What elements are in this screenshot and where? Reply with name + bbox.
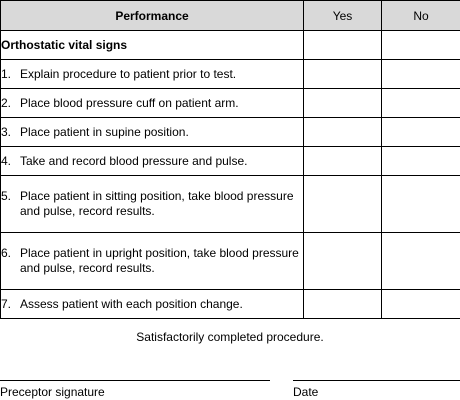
preceptor-signature-label: Preceptor signature — [0, 385, 105, 399]
preceptor-signature-line[interactable] — [0, 380, 270, 381]
step-number: 4. — [1, 153, 12, 168]
no-checkbox-cell[interactable] — [382, 147, 460, 176]
step-cell — [1, 176, 304, 233]
yes-checkbox-cell[interactable] — [304, 118, 382, 147]
no-checkbox-cell[interactable] — [382, 118, 460, 147]
yes-checkbox-cell[interactable] — [304, 176, 382, 233]
performance-column-header: Performance — [1, 1, 304, 31]
yes-column-header: Yes — [304, 1, 382, 31]
section-title: Orthostatic vital signs — [1, 31, 304, 60]
completion-statement: Satisfactorily completed procedure. — [136, 330, 324, 344]
yes-checkbox-cell[interactable] — [304, 89, 382, 118]
yes-checkbox-cell[interactable] — [304, 290, 382, 319]
table-row — [1, 290, 460, 319]
date-label: Date — [293, 385, 319, 399]
step-text: Place blood pressure cuff on patient arm. — [20, 95, 239, 110]
step-cell — [1, 233, 304, 290]
step-text: Assess patient with each position change. — [20, 296, 243, 311]
yes-checkbox-cell[interactable] — [304, 60, 382, 89]
step-number: 5. — [1, 189, 12, 203]
table-row — [1, 89, 460, 118]
no-checkbox-cell[interactable] — [382, 233, 460, 290]
step-cell — [1, 60, 304, 89]
table-row — [1, 60, 460, 89]
step-cell — [1, 147, 304, 176]
step-cell — [1, 89, 304, 118]
section-no-cell — [382, 31, 460, 60]
step-number: 3. — [1, 124, 12, 139]
table-row — [1, 118, 460, 147]
step-text: Explain procedure to patient prior to test. — [20, 66, 237, 81]
no-checkbox-cell[interactable] — [382, 290, 460, 319]
no-checkbox-cell[interactable] — [382, 89, 460, 118]
date-line[interactable] — [293, 380, 460, 381]
step-number: 2. — [1, 95, 12, 110]
step-text: Place patient in sitting position, take blood pressure and pulse, record results. — [20, 189, 294, 218]
step-text: Take and record blood pressure and pulse. — [20, 153, 248, 168]
step-cell — [1, 290, 304, 319]
table-row — [1, 147, 460, 176]
table-row — [1, 233, 460, 290]
table-header-row — [1, 1, 460, 31]
no-checkbox-cell[interactable] — [382, 60, 460, 89]
step-number: 6. — [1, 246, 12, 260]
step-text: Place patient in supine position. — [20, 124, 189, 139]
yes-checkbox-cell[interactable] — [304, 147, 382, 176]
no-column-header: No — [382, 1, 460, 31]
section-yes-cell — [304, 31, 382, 60]
step-number: 7. — [1, 296, 12, 311]
yes-checkbox-cell[interactable] — [304, 233, 382, 290]
no-checkbox-cell[interactable] — [382, 176, 460, 233]
step-number: 1. — [1, 66, 12, 81]
step-cell — [1, 118, 304, 147]
step-text: Place patient in upright position, take blood pressure and pulse, record results. — [20, 246, 299, 275]
section-row — [1, 31, 460, 60]
table-row — [1, 176, 460, 233]
